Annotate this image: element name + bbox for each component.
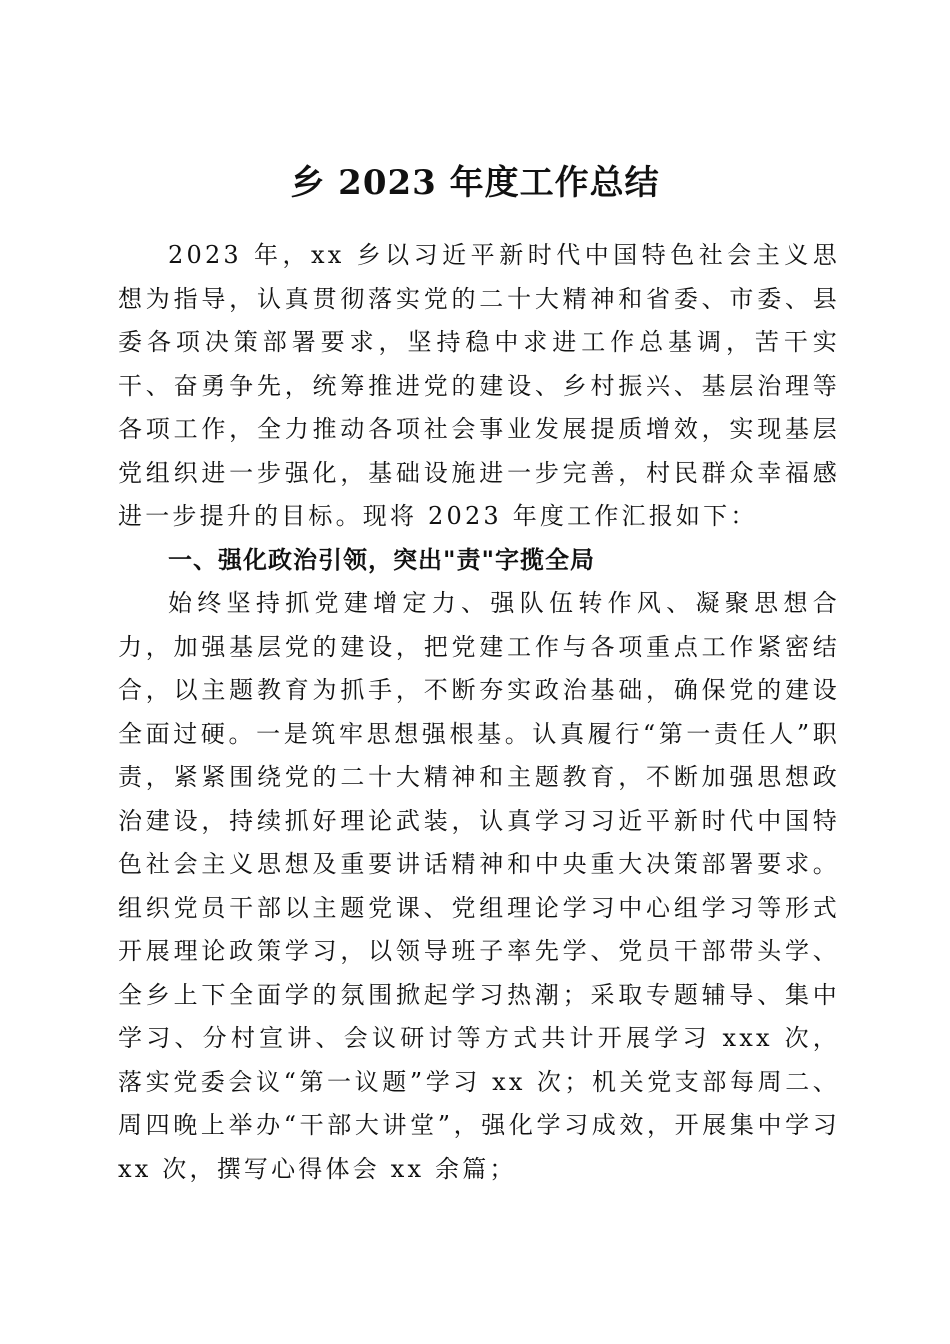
intro-paragraph: 2023 年，xx 乡以习近平新时代中国特色社会主义思想为指导，认真贯彻落实党的二十大精神和省委、市委、县委各项决策部署要求，坚持稳中求进工作总基调，苦干实干、奋勇争先，统筹推进党的建设、乡村振兴、基层治理等各项工作，全力推动各项社会事业发展提质增效，实现基层党组织进一步强化，基础设施进一步完善，村民群众幸福感进一步提升的目标。现将 2023 年度工作汇报如下： (118, 241, 840, 530)
document-title: 乡 2023 年度工作总结 (290, 162, 660, 203)
document-body (118, 234, 840, 1191)
section-paragraph-1: 始终坚持抓党建增定力、强队伍转作风、凝聚思想合力，加强基层党的建设，把党建工作与各项重点工作紧密结合，以主题教育为抓手，不断夯实政治基础，确保党的建设全面过硬。一是筑牢思想强根基。认真履行“第一责任人”职责，紧紧围绕党的二十大精神和主题教育，不断加强思想政治建设，持续抓好理论武装，认真学习习近平新时代中国特色社会主义思想及重要讲话精神和中央重大决策部署要求。组织党员干部以主题党课、党组理论学习中心组学习等形式开展理论政策学习，以领导班子率先学、党员干部带头学、全乡上下全面学的氛围掀起学习热潮；采取专题辅导、集中学习、分村宣讲、会议研讨等方式共计开展学习 xxx 次，落实党委会议“第一议题”学习 xx 次；机关党支部每周二、周四晚上举办“干部大讲堂”，强化学习成效，开展集中学习 xx 次，撰写心得体会 xx 余篇； (118, 589, 840, 1183)
section-heading-1: 一、强化政治引领，突出"责"字揽全局 (168, 545, 596, 574)
